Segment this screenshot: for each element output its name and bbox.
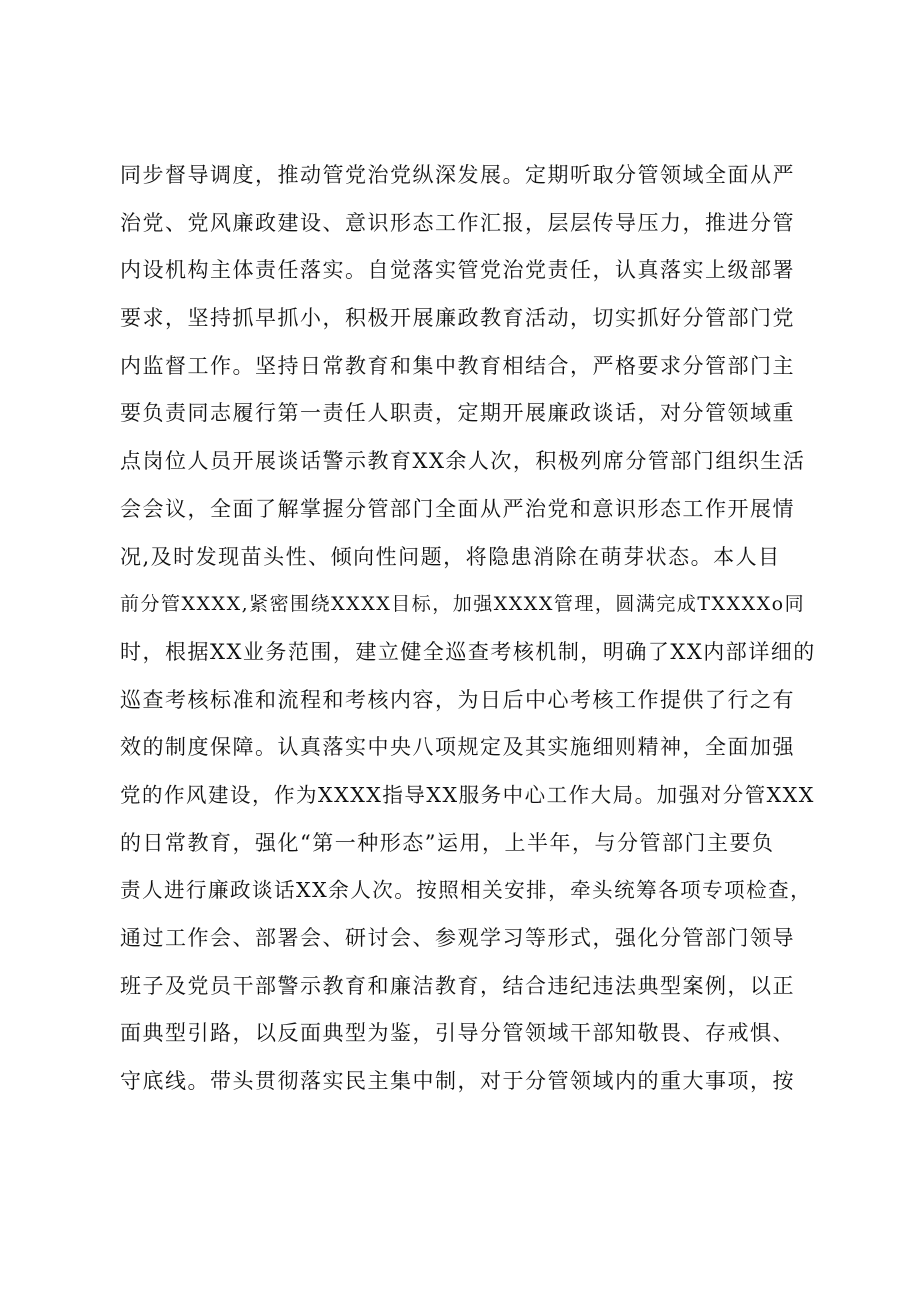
- text-line: 的日常教育，强化“第一种形态”运用，上半年，与分管部门主要负: [120, 830, 775, 855]
- text-line: 效的制度保障。认真落实中央八项规定及其实施细则精神，全面加强: [120, 735, 795, 760]
- text-line: 况,及时发现苗头性、倾向性问题，将隐患消除在萌芽状态。本人目: [120, 544, 781, 569]
- text-line: 面典型引路，以反面典型为鉴，引导分管领域干部知敬畏、存戒惧、: [120, 1021, 795, 1046]
- text-line: 要求，坚持抓早抓小，积极开展廉政教育活动，切实抓好分管部门党: [120, 306, 795, 331]
- text-line: 内监督工作。坚持日常教育和集中教育相结合，严格要求分管部门主: [120, 353, 795, 378]
- text-line: 前分管XXXX,紧密围绕XXXX目标，加强XXXX管理，圆满完成TXXXXo同: [120, 593, 806, 616]
- text-line: 时，根据XX业务范围，建立健全巡查考核机制，明确了XX内部详细的: [120, 639, 816, 664]
- text-line: 内设机构主体责任落实。自觉落实管党治党责任，认真落实上级部署: [120, 258, 795, 283]
- text-line: 点岗位人员开展谈话警示教育XX余人次，积极列席分管部门组织生活: [120, 449, 806, 474]
- text-line: 责人进行廉政谈话XX余人次。按照相关安排，牵头统筹各项专项检查，: [120, 878, 813, 903]
- text-line: 党的作风建设，作为XXXX指导XX服务中心工作大局。加强对分管XXX: [120, 782, 815, 807]
- body-paragraph: [120, 152, 820, 1106]
- text-line: 治党、党风廉政建设、意识形态工作汇报，层层传导压力，推进分管: [120, 210, 795, 235]
- text-line: 守底线。带头贯彻落实民主集中制，对于分管领域内的重大事项，按: [120, 1069, 795, 1094]
- text-line: 班子及党员干部警示教育和廉洁教育，结合违纪违法典型案例，以正: [120, 973, 795, 998]
- text-line: 通过工作会、部署会、研讨会、参观学习等形式，强化分管部门领导: [120, 926, 795, 950]
- text-line: 要负责同志履行第一责任人职责，定期开展廉政谈话，对分管领域重: [120, 401, 795, 426]
- text-line: 同步督导调度，推动管党治党纵深发展。定期听取分管领域全面从严: [120, 163, 795, 187]
- text-line: 巡查考核标准和流程和考核内容，为日后中心考核工作提供了行之有: [120, 687, 795, 712]
- text-line: 会会议，全面了解掌握分管部门全面从严治党和意识形态工作开展情: [120, 496, 795, 521]
